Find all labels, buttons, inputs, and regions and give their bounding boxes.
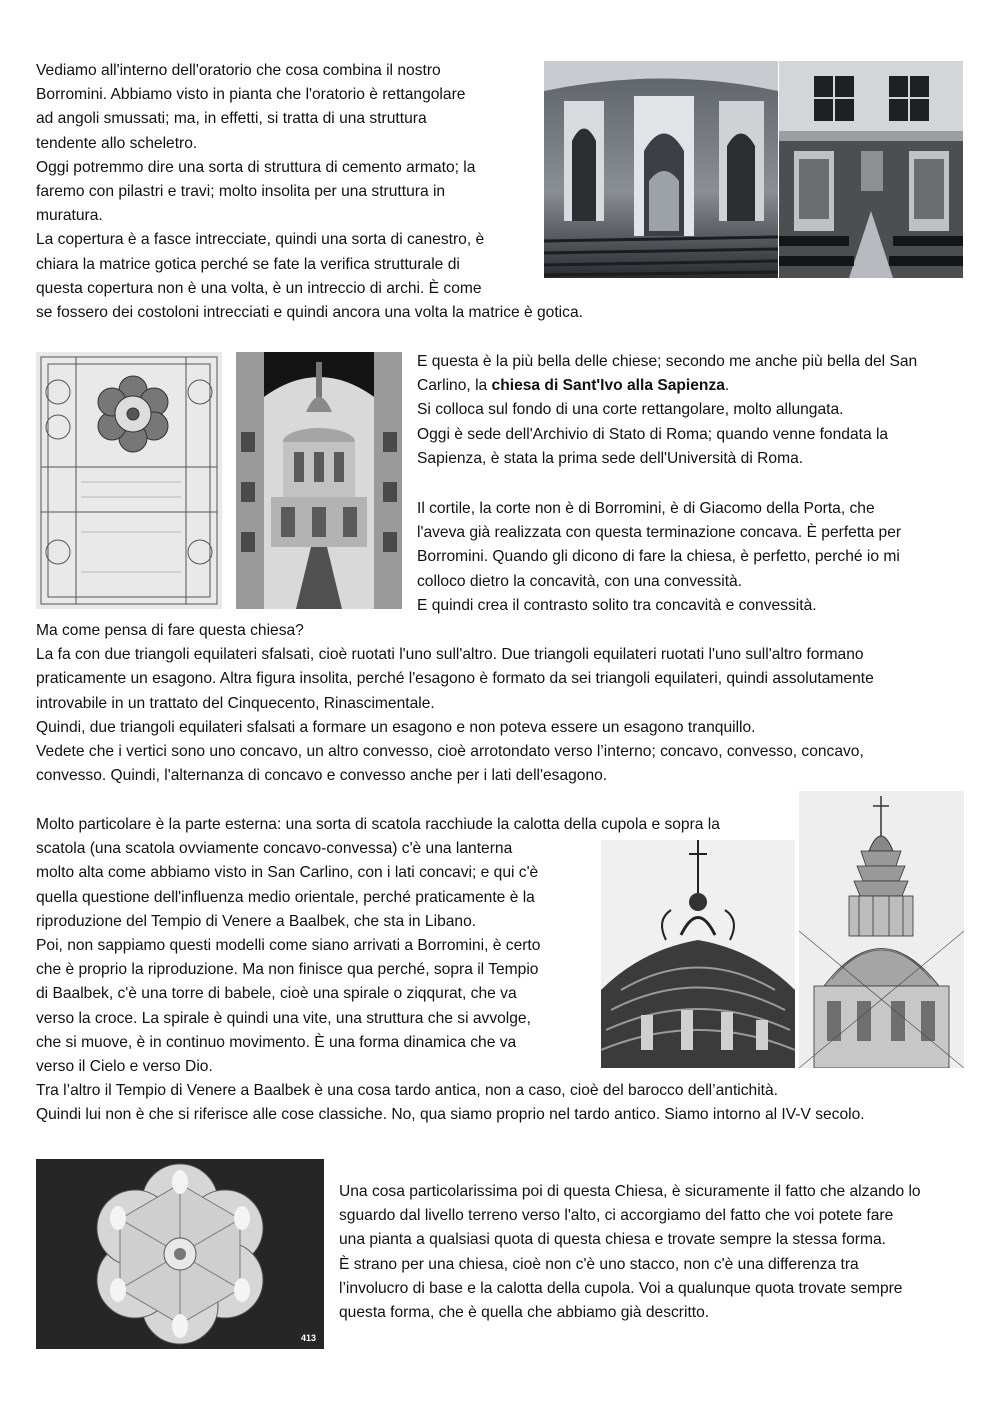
paragraph-courtyard: Il cortile, la corte non è di Borromini, è di Giacomo della Porta, che l'aveva già realizzata con questa terminazione concava. È perfetta per Borromini. Quando gli dicono di fare la chiesa, è perfetto, perché io mi colloco dietro la concavità, con una convessità. E quindi crea il contrasto solito tra concavità e convessità. — [417, 500, 902, 614]
paragraph-oratorio: Vediamo all'interno dell'oratorio che cosa combina il nostro Borromini. Abbiamo visto in pianta che l'oratorio è rettangolare ad angoli smussati; ma, in effetti, si tratta di una struttura tendente allo scheletro. Oggi potremmo dire una sorta di struttura di cemento armato; la faremo con pilastri e travi; molto insolita per una struttura in muratura. La copertura è a fasce intrecciate, quindi una sorta di canestro, è chiara la matrice gotica perché se fate la verifica strutturale di questa copertura non è una volta, è un intreccio di archi. È come se fossero dei costoloni intrecciati e quindi ancora una volta la matrice è gotica. — [36, 62, 583, 322]
paragraph-dome-form: Una cosa particolarissima poi di questa Chiesa, è sicuramente il fatto che alzando lo sguardo dal livello terreno verso l'alto, ci accorgiamo del fatto che voi potete fare una pianta a qualsiasi quota di questa chiesa e trovate sempre la stessa forma. È strano per una chiesa, cioè non c'è uno stacco, non c'è una differenza tra l’involucro di base e la calotta della cupola. Voi a qualunque quota trovate sempre questa forma, che è quella che abbiamo già descritto. — [339, 1183, 921, 1322]
paragraph-exterior: Molto particolare è la parte esterna: una sorta di scatola racchiude la calotta della cupola e sopra la scatola (una scatola ovviamente concavo-convessa) c'è una lanterna molto alta come abbiamo visto in San Carlino, con i lati concavi; e qui c'è quella questione dell'influenza medio orientale, perché praticamente è la riproduzione del Tempio di Venere a Baalbek, che sta in Libano. Poi, non sappiamo questi modelli come siano arrivati a Borromini, è certo che è proprio la riproduzione. Ma non finisce qua perché, sopra il Tempio di Baalbek, c'è una torre di babele, cioè una spirale o ziqqurat, che va verso la croce. La spirale è quindi una vite, una struttura che si avvolge, che si muove, è in continuo movimento. È una forma dinamica che va verso il Cielo e verso Dio. Tra l’altro il Tempio di Venere a Baalbek è una cosa tardo antica, non a caso, cioè del barocco dell’antichità. Quindi lui non è che si riferisce alle cose classiche. No, qua siamo proprio nel tardo antico. Siamo intorno al IV-V secolo. — [36, 816, 865, 1124]
dome-interior-photo — [36, 1159, 324, 1349]
lantern-elevation-drawing — [799, 791, 964, 1068]
church-name-bold: chiesa di Sant'Ivo alla Sapienza — [491, 377, 725, 395]
paragraph-santivo-intro: E questa è la più bella delle chiese; secondo me anche più bella del San Carlino, la chiesa di Sant'Ivo alla Sapienza. Si colloca sul fondo di una corte rettangolare, molto allungata. Oggi è sede dell'Archivio di Stato di Roma; quando venne fondata la Sapienza, è stata la prima sede dell'Università di Roma. — [417, 353, 918, 467]
santivo-plan-drawing — [36, 352, 222, 609]
oratory-altar-photo — [779, 61, 963, 278]
oratory-interior-photo — [544, 61, 778, 278]
santivo-courtyard-photo — [236, 352, 402, 609]
photo-number-label: 413 — [300, 1333, 316, 1343]
lantern-spiral-photo — [601, 840, 795, 1068]
paragraph-triangles: Ma come pensa di fare questa chiesa? La fa con due triangoli equilateri sfalsati, cioè ruotati l'uno sull'altro. Due triangoli equilateri ruotati l'uno sull'altro formano praticamente un esagono. Altra figura insolita, perché l'esagono è formato da sei triangoli equilateri, quindi assolutamente introvabile in un trattato del Cinquecento, Rinascimentale. Quindi, due triangoli equilateri sfalsati a formare un esagono e non poteva essere un esagono tranquillo. Vedete che i vertici sono uno concavo, un altro convesso, cioè arrotondato verso l’interno; concavo, convesso, concavo, convesso. Quindi, l'alternanza di concavo e convesso anche per i lati dell'esagono. — [36, 622, 874, 785]
